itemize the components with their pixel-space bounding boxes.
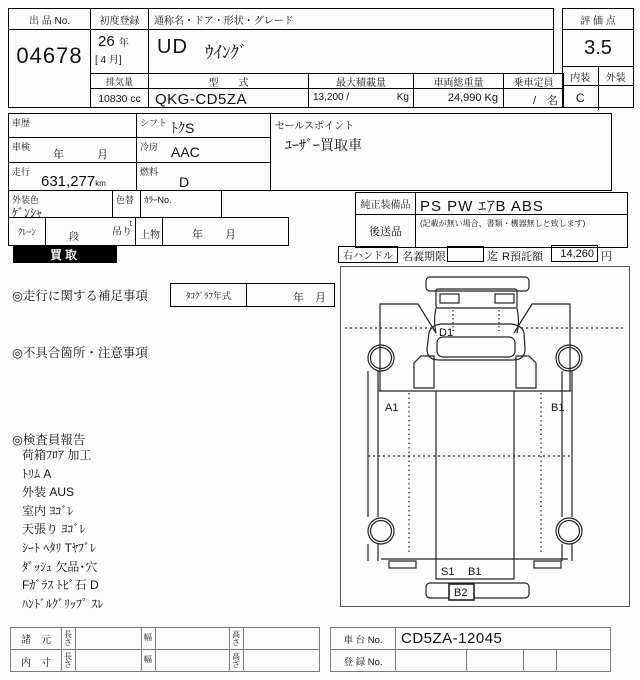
exterior-label: 外装	[605, 72, 626, 84]
capacity-box	[503, 73, 564, 108]
later-items-label: 後送品	[356, 215, 416, 247]
rear-bumper	[426, 583, 529, 598]
wheel-rear-left	[368, 518, 394, 544]
step-right	[516, 356, 536, 388]
first-registration-month: [ 4 月]	[95, 55, 122, 66]
length-label: 長さ	[64, 652, 72, 669]
max-load-label: 最大積載量	[309, 74, 413, 89]
inspector-title: ◎検査員報告	[12, 433, 86, 447]
deposit-value: 14,260	[551, 245, 598, 262]
capacity-value: / 名	[532, 95, 558, 107]
grade-value: 3.5	[563, 30, 633, 67]
inspector-line: Fｶﾞﾗｽ ﾄﾋﾞ石 D	[22, 578, 99, 593]
fuel-label: 燃料	[140, 167, 159, 177]
model-name-box	[148, 8, 554, 74]
first-registration-box	[90, 8, 149, 74]
chassis-no-label: 車 台 No.	[343, 634, 383, 646]
mileage-label: 走行	[12, 167, 31, 177]
rear-tab-left	[389, 561, 416, 568]
cab-side-right	[517, 308, 519, 333]
model-code-label: 型 式	[149, 74, 308, 89]
lot-number-value: 04678	[16, 43, 83, 68]
right-handle-badge: 右ハンドル	[338, 246, 398, 263]
crane-tsuri-label: 吊り	[112, 227, 132, 238]
first-registration-year	[91, 30, 148, 50]
mileage-unit: km	[95, 179, 106, 188]
tacho-year-label: ﾀｺｸﾞﾗﾌ年式	[170, 283, 247, 307]
mileage-box	[8, 162, 137, 191]
wheel-rear-right-inner	[559, 521, 580, 542]
ac-box	[136, 137, 271, 163]
crane-t-label: t	[129, 219, 132, 228]
sales-point-value: ﾕｰｻﾞｰ買取車	[285, 137, 362, 153]
wheel-front-left	[368, 345, 394, 371]
exterior-color-box	[8, 190, 113, 218]
rear-tab-right	[534, 561, 561, 568]
color-change-label: 色替	[116, 195, 135, 205]
gross-weight-box	[413, 73, 504, 108]
color-change-box	[112, 190, 141, 218]
crane-divider-1	[135, 218, 136, 245]
mileage-note-title: ◎走行に関する補足事項	[12, 289, 148, 303]
capacity-label: 乗車定員	[504, 74, 563, 89]
mileage-number: 631,277	[41, 173, 96, 190]
exterior-color-value: ｹﾞﾝｼｬ	[12, 206, 43, 220]
body-label: 上物	[140, 230, 160, 241]
inspector-line: 外装 AUS	[22, 485, 75, 500]
interior-label: 内装	[563, 67, 599, 85]
wheel-front-right	[556, 345, 582, 371]
model-name-label: 通称名・ドア・形状・グレード	[149, 9, 553, 30]
later-items-note: (記載が無い場合、書類・機器無しと致します)	[420, 219, 586, 228]
body-value: 年 月	[192, 229, 236, 241]
fuel-box	[136, 162, 271, 191]
marker-a1: A1	[385, 402, 399, 414]
crane-lift-label	[105, 220, 132, 238]
length-label: 長さ	[64, 630, 72, 647]
dim-div-4	[155, 628, 156, 671]
height-label: 高さ	[232, 652, 240, 669]
shift-value: ﾄｸS	[171, 120, 195, 136]
wheel-rear-right	[556, 518, 582, 544]
inspector-line: ﾊﾝﾄﾞﾙｸﾞﾘｯﾌﾟ ｽﾚ	[22, 596, 104, 611]
inspector-line: 荷箱ﾌﾛｱ 加工	[22, 448, 92, 462]
gross-weight-value: 24,990 Kg	[447, 92, 498, 104]
yen-label: 円	[601, 251, 612, 263]
crane-label: ｸﾚｰﾝ	[9, 218, 46, 245]
reg-div-0	[395, 628, 396, 671]
color-no-box	[140, 190, 222, 218]
grade-label: 評 価 点	[563, 9, 633, 30]
genuine-equipment-row	[355, 192, 628, 215]
inspection-box	[8, 137, 137, 163]
displacement-label: 排気量	[91, 74, 148, 89]
dimensions-table	[10, 627, 320, 672]
first-registration-label: 初度登録	[91, 9, 148, 30]
chassis-no-value: CD5ZA-12045	[401, 630, 503, 647]
exterior-color-label: 外装色	[12, 195, 40, 205]
shift-box	[136, 113, 271, 138]
sales-point-label: セールスポイント	[275, 121, 355, 132]
dim-div-2	[75, 628, 76, 671]
inspector-line: 室内 ﾖｺﾞﾚ	[22, 503, 74, 518]
crane-step-label: 段	[69, 232, 79, 243]
until-label: 迄	[487, 251, 498, 263]
wheel-front-right-inner	[559, 348, 580, 369]
marker-s1: S1	[441, 566, 455, 578]
marker-b1-rear: B1	[468, 566, 482, 578]
color-no-label: ｶﾗｰNo.	[144, 195, 172, 205]
marker-d1: D1	[439, 327, 454, 339]
dim-div-6	[243, 628, 244, 671]
cab-side-left	[435, 308, 437, 333]
lot-number-label: 出 品 No.	[9, 9, 90, 30]
gross-weight-label: 車両総重量	[414, 74, 503, 89]
inspector-line: ｼｰﾄ ﾍﾀﾘ Tﾔﾌﾞﾚ	[22, 540, 96, 555]
cab-front-panel	[436, 289, 517, 308]
genuine-equipment-value: PS PW ｴｱB ABS	[420, 198, 544, 215]
later-items-row	[355, 214, 628, 248]
cab-vent-right	[495, 294, 514, 303]
fuel-value: D	[179, 174, 190, 190]
width-label: 幅	[144, 633, 152, 642]
reg-div-2	[523, 650, 524, 671]
exterior-value	[599, 86, 634, 110]
history-box	[8, 113, 137, 138]
deposit-label: R預託額	[502, 251, 543, 263]
step-left	[414, 356, 434, 388]
defect-title: ◎不具合箇所・注意事項	[12, 346, 148, 360]
height-label: 高さ	[232, 630, 240, 647]
inspector-line: ﾄﾘﾑ A	[22, 466, 52, 481]
displacement-box	[90, 73, 149, 108]
wheel-rear-left-inner	[371, 521, 392, 542]
registration-table	[330, 627, 611, 672]
ac-value: AAC	[171, 144, 200, 160]
sales-point-box	[270, 113, 612, 191]
model-value-text: ｳｲﾝｸﾞ	[205, 43, 248, 62]
width-label: 幅	[144, 655, 152, 664]
inspector-line: 天張り ﾖｺﾞﾚ	[22, 522, 86, 537]
marker-b2: B2	[454, 587, 468, 599]
displacement-value: 10830 cc	[98, 92, 141, 105]
first-reg-year-value: 26	[98, 33, 115, 50]
model-code-box	[148, 73, 309, 108]
name-limit-label: 名義期限	[402, 251, 446, 263]
max-load-unit: Kg	[396, 92, 409, 103]
name-limit-field	[447, 246, 484, 262]
vehicle-diagram	[340, 266, 630, 607]
inspector-line: ﾀﾞｯｼｭ 欠品･穴	[22, 559, 98, 574]
mileage-value	[41, 173, 106, 190]
spec-row-label: 諸 元	[21, 635, 51, 646]
inspection-value: 年 月	[53, 149, 108, 161]
interior-value: C	[563, 86, 599, 110]
registration-no-label: 登 録 No.	[343, 657, 383, 668]
inspection-label: 車検	[12, 142, 31, 152]
shift-label: シフト	[140, 118, 168, 128]
inspector-report-list	[22, 446, 242, 613]
model-code-value: QKG-CD5ZA	[155, 91, 248, 108]
max-load-value: 13,200 /	[313, 92, 350, 103]
tacho-year-value: 年 月	[246, 283, 335, 307]
make-value: UD	[157, 36, 188, 58]
purchase-badge: 買取	[13, 246, 117, 263]
history-label: 車歴	[12, 118, 31, 128]
windshield-inner	[437, 337, 515, 357]
wheel-front-left-inner	[371, 348, 392, 369]
ac-label: 冷房	[140, 142, 159, 152]
first-reg-year-unit: 年	[118, 38, 129, 49]
grade-box	[562, 8, 634, 108]
lot-number-box	[8, 8, 91, 108]
genuine-equipment-label: 純正装備品	[356, 193, 416, 214]
inner-row-label: 内 寸	[21, 657, 51, 669]
reg-div-3	[556, 650, 557, 671]
reg-div-1	[466, 650, 467, 671]
truck-top-view	[341, 267, 629, 606]
cab-vent-left	[440, 294, 459, 303]
marker-b1-side: B1	[551, 402, 565, 414]
crane-divider-2	[162, 218, 163, 245]
max-load-box	[308, 73, 414, 108]
crane-row	[8, 217, 289, 246]
